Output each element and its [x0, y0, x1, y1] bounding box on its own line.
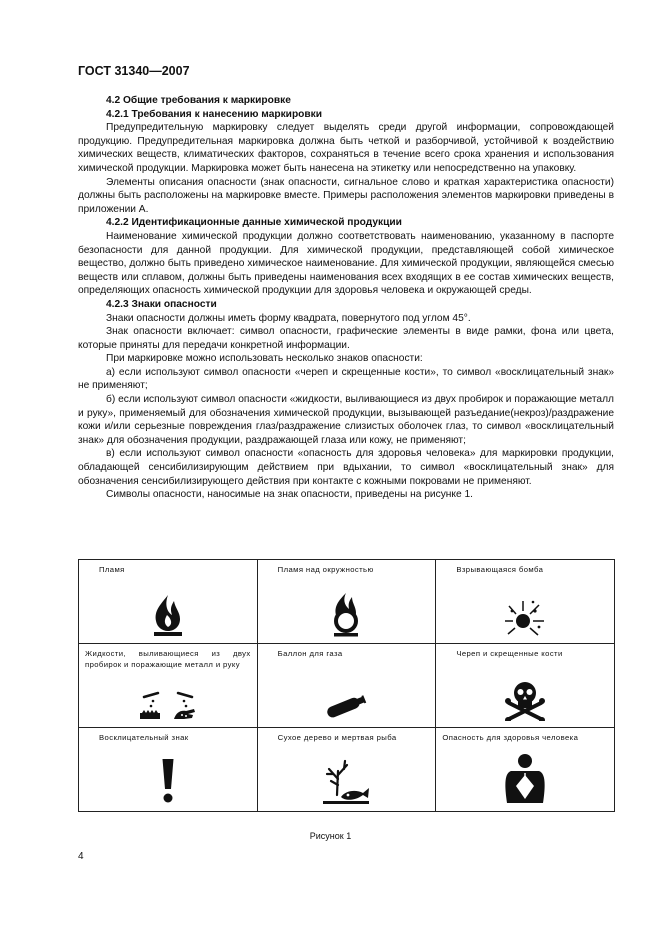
subsection-heading: 4.2.3 Знаки опасности [106, 298, 217, 310]
page-number: 4 [78, 851, 84, 862]
list-item: в) если используют символ опасности «опасность для здоровья человека» для маркировки продукции, обладающей сенсибилизирующим действием при вдыхании, то символ «восклицательный знак» для обозначения сенсибилизирующего действия при контакте с кожными покровами не применяют. [78, 448, 614, 487]
environment-icon [321, 757, 371, 805]
subsection-heading: 4.2.1 Требования к нанесению маркировки [106, 108, 323, 120]
symbol-cell [257, 644, 436, 728]
flame-icon [148, 593, 188, 637]
body-text [78, 94, 614, 502]
paragraph: Элементы описания опасности (знак опасности, сигнальное слово и краткая характеристика опасности) должны быть расположены на маркировке вместе. Примеры расположения элементов маркировки приведены в приложении А. [78, 176, 614, 215]
corrosion-icon [138, 691, 198, 721]
symbol-cell [79, 644, 258, 728]
flame-over-circle-icon [328, 591, 364, 637]
exploding-bomb-icon [503, 597, 547, 637]
figure-caption: Рисунок 1 [309, 831, 352, 841]
section-heading: 4.2 Общие требования к маркировке [106, 95, 291, 106]
paragraph: Знак опасности включает: символ опасности, графические элементы в виде рамки, фона или цвета, которые приняты для передачи конкретной информации. [78, 326, 614, 351]
symbol-cell [79, 728, 258, 812]
exclamation-mark-icon [160, 757, 176, 805]
symbol-label: Взрывающаяся бомба [456, 565, 544, 574]
subsection-heading: 4.2.2 Идентификационные данные химической продукции [106, 217, 402, 229]
paragraph: Знаки опасности должны иметь форму квадрата, повернутого под углом 45°. [106, 312, 471, 324]
symbol-cell [436, 644, 615, 728]
symbol-cell [436, 728, 615, 812]
health-hazard-icon [503, 753, 547, 805]
symbol-cell [436, 560, 615, 644]
symbol-label: Пламя над окружностью [277, 565, 374, 574]
list-item: а) если используют символ опасности «череп и скрещенные кости», то символ «восклицательный знак» не применяют; [78, 366, 614, 392]
paragraph: Символы опасности, наносимые на знак опасности, приведены на рисунке 1. [106, 489, 473, 501]
symbol-cell [257, 560, 436, 644]
symbol-label: Череп и скрещенные кости [456, 649, 563, 658]
gas-cylinder-icon [322, 691, 370, 721]
hazard-symbols-table [78, 559, 615, 812]
document-header: ГОСТ 31340—2007 [78, 64, 190, 78]
symbol-label: Жидкости, выливающиеся из двух пробирок и поражающие металл и руку [85, 649, 251, 669]
skull-crossbones-icon [503, 679, 547, 721]
symbol-label: Опасность для здоровья человека [442, 733, 579, 742]
list-item: б) если используют символ опасности «жидкости, выливающиеся из двух пробирок и поражающие металл и руку», применяемый для обозначения химической продукции, вызывающей разъедание(некроз)/раздражение кожи и/или серьезные повреждения глаз/раздражение слизистых оболочек глаз, то символ «восклицательный знак» для обозначения продукции, раздражающей глаза или кожу, не применяют; [78, 394, 614, 446]
symbol-cell [257, 728, 436, 812]
symbol-label: Пламя [99, 565, 125, 574]
symbol-label: Восклицательный знак [99, 733, 189, 742]
paragraph: Наименование химической продукции должно соответствовать наименованию, указанному в паспорте безопасности для данной продукции. Для химической продукции, представляющей собой химическое вещество, должно быть приведено химическое наименование. Для химической продукции, являющейся смесью веществ или сплавом, должны быть приведены наименования всех входящих в ее состав химических веществ, определяющих опасность химической продукции для здоровья человека и окружающей среды. [78, 230, 614, 297]
symbol-label: Сухое дерево и мертвая рыба [277, 733, 397, 742]
paragraph: Предупредительную маркировку следует выделять среди другой информации, сопровождающей продукцию. Предупредительная маркировка должна быть четкой и разборчивой, устойчивой к воздействию химических веществ, климатических факторов, сохраняться в течение всего срока хранения и использования химической продукции. Маркировка может быть нанесена на этикетку или непосредственно на упаковку. [78, 122, 614, 174]
paragraph: При маркировке можно использовать несколько знаков опасности: [106, 353, 423, 365]
symbol-cell [79, 560, 258, 644]
symbol-label: Баллон для газа [277, 649, 343, 658]
